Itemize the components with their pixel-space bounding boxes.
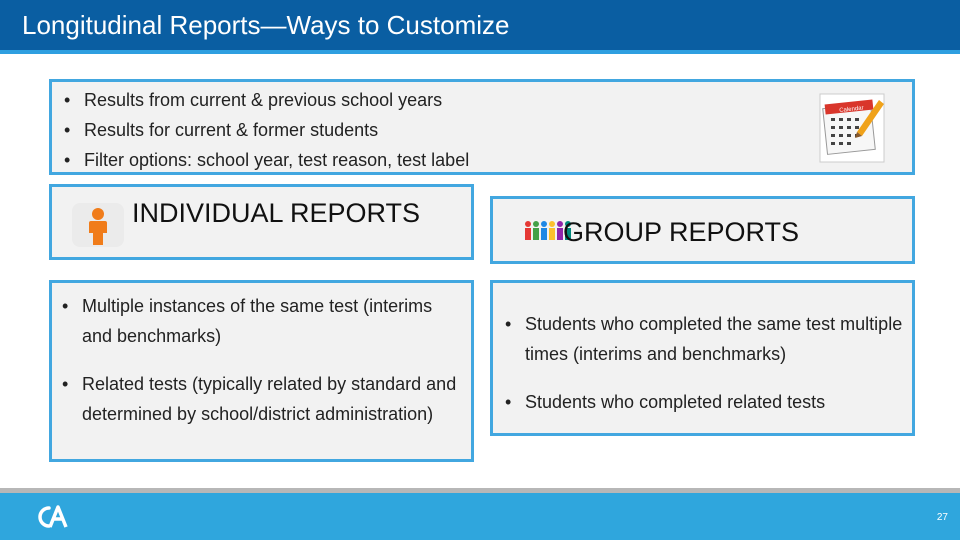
individual-reports-header-box: [49, 184, 474, 260]
intro-bullet: • Results from current & previous school years: [58, 85, 618, 115]
group-bullet: • Students who completed related tests: [499, 387, 911, 417]
intro-box: [49, 79, 915, 175]
individual-bullet-list: [56, 291, 466, 429]
calendar-pencil-icon: [817, 92, 889, 164]
group-reports-header-box: [490, 196, 915, 264]
footer-bar: [0, 488, 960, 540]
calendar-label: Calendar: [839, 105, 864, 115]
group-reports-title: GROUP REPORTS: [563, 217, 800, 247]
group-bullet: • Students who completed the same test multiple times (interims and benchmarks): [499, 309, 911, 369]
person-icon: [72, 203, 124, 247]
ca-logo: [36, 504, 70, 530]
individual-reports-title: INDIVIDUAL REPORTS: [132, 198, 421, 228]
individual-bullet: • Multiple instances of the same test (interims and benchmarks): [56, 291, 466, 351]
footer-divider: [0, 488, 960, 493]
page-number: 27: [936, 512, 948, 523]
intro-bullet: • Results for current & former students: [58, 115, 618, 145]
title-bar-accent: [0, 50, 960, 54]
intro-bullet-list: [58, 85, 618, 175]
page-title: Longitudinal Reports—Ways to Customize: [22, 10, 510, 40]
individual-reports-box: [49, 280, 474, 462]
intro-bullet: • Filter options: school year, test reason, test label: [58, 145, 618, 175]
individual-bullet: • Related tests (typically related by standard and determined by school/district administration): [56, 369, 466, 429]
group-bullet-list: [499, 309, 911, 417]
group-reports-box: [490, 280, 915, 436]
